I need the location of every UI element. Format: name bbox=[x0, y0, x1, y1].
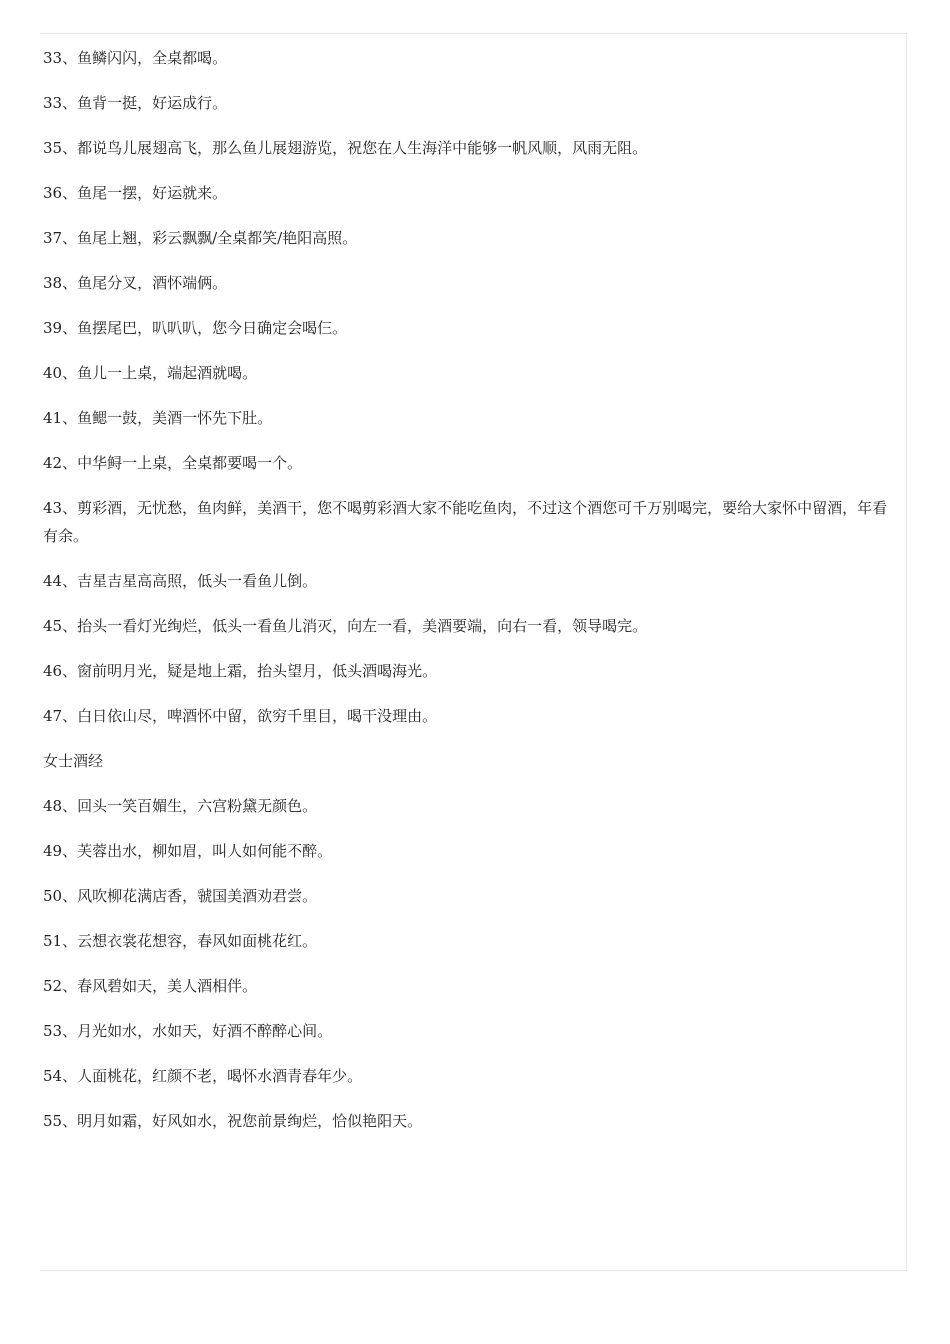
text-line: 52、春风碧如天，美人酒相伴。 bbox=[43, 977, 258, 995]
text-line: 46、窗前明月光，疑是地上霜，抬头望月，低头酒喝海光。 bbox=[43, 662, 438, 680]
text-line: 54、人面桃花，红颜不老，喝怀水酒青春年少。 bbox=[43, 1067, 363, 1085]
text-line: 50、风吹柳花满店香，虢国美酒劝君尝。 bbox=[43, 887, 318, 905]
text-line: 35、都说鸟儿展翅高飞，那么鱼儿展翅游览，祝您在人生海洋中能够一帆风顺，风雨无阻。 bbox=[43, 139, 648, 157]
text-line: 51、云想衣裳花想容，春风如面桃花红。 bbox=[43, 932, 318, 950]
text-line: 55、明月如霜，好风如水，祝您前景绚烂，恰似艳阳天。 bbox=[43, 1112, 423, 1130]
text-line: 49、芙蓉出水，柳如眉，叫人如何能不醉。 bbox=[43, 842, 333, 860]
text-line: 41、鱼鳃一鼓，美酒一怀先下肚。 bbox=[43, 409, 273, 427]
text-line: 36、鱼尾一摆，好运就来。 bbox=[43, 184, 228, 202]
text-line: 47、白日依山尽，啤酒怀中留，欲穷千里目，喝干没理由。 bbox=[43, 707, 438, 725]
text-line: 33、鱼鳞闪闪，全桌都喝。 bbox=[43, 49, 228, 67]
text-line: 48、回头一笑百媚生，六宫粉黛无颜色。 bbox=[43, 797, 318, 815]
text-line: 42、中华鲟一上桌，全桌都要喝一个。 bbox=[43, 454, 303, 472]
text-line: 37、鱼尾上翘，彩云飘飘/全桌都笑/艳阳高照。 bbox=[43, 229, 358, 247]
text-line: 38、鱼尾分叉，酒怀端俩。 bbox=[43, 274, 228, 292]
text-line: 43、剪彩酒，无忧愁，鱼肉鲜，美酒干，您不喝剪彩酒大家不能吃鱼肉，不过这个酒您可千万别喝完，要给大家怀中留酒，年看有余。 bbox=[43, 499, 888, 545]
section-heading: 女士酒经 bbox=[43, 752, 104, 770]
text-line: 53、月光如水，水如天，好酒不醉醉心间。 bbox=[43, 1022, 333, 1040]
text-line: 44、吉星吉星高高照，低头一看鱼儿倒。 bbox=[43, 572, 318, 590]
text-line: 39、鱼摆尾巴，叭叭叭，您今日确定会喝仨。 bbox=[43, 319, 348, 337]
text-line: 40、鱼儿一上桌，端起酒就喝。 bbox=[43, 364, 258, 382]
text-line: 33、鱼背一挺，好运成行。 bbox=[43, 94, 228, 112]
text-line: 45、抬头一看灯光绚烂，低头一看鱼儿消灭，向左一看，美酒要端，向右一看，领导喝完。 bbox=[43, 617, 648, 635]
document-body bbox=[43, 44, 891, 1152]
